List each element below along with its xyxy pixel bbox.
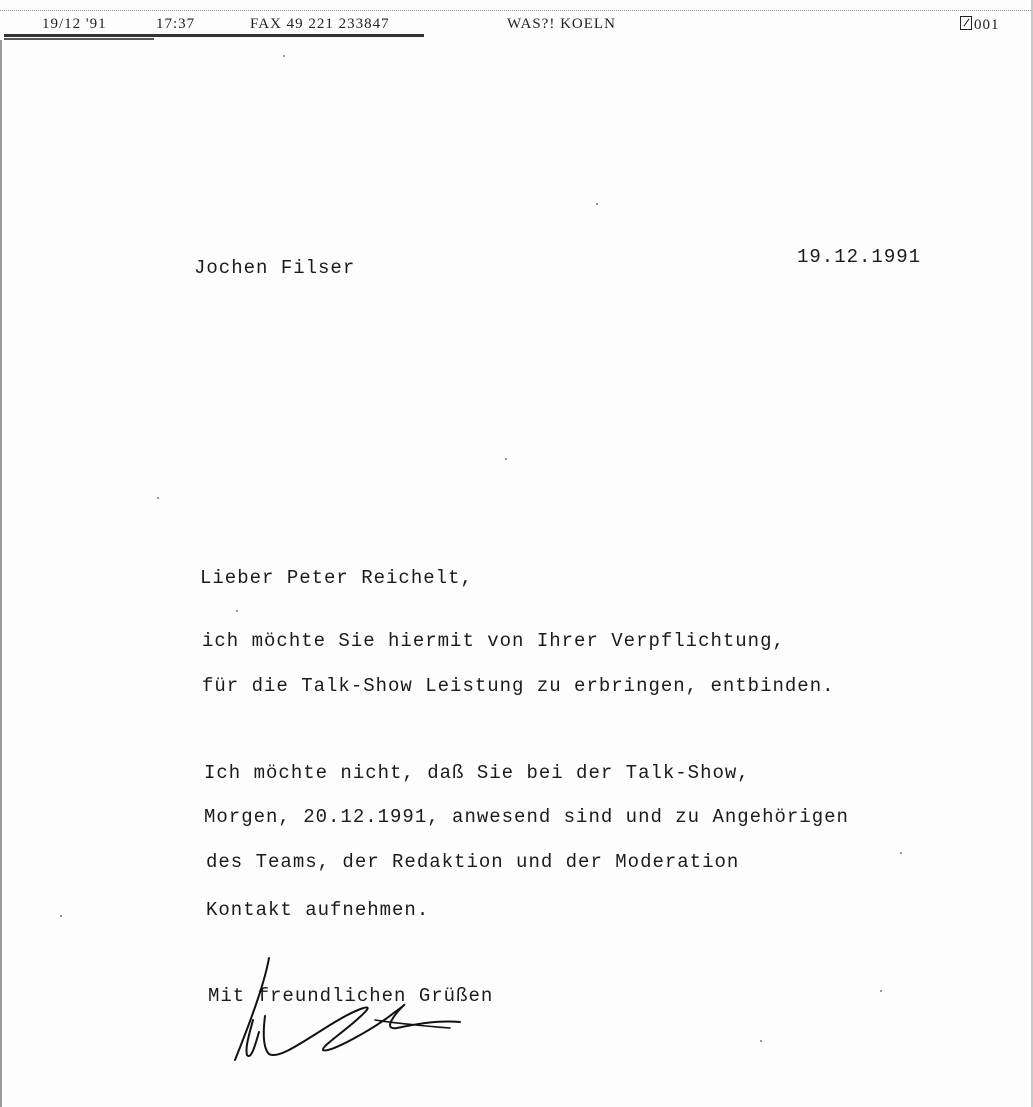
paragraph1-line: ich möchte Sie hiermit von Ihrer Verpflichtung,	[202, 630, 785, 652]
paragraph2-line: Kontakt aufnehmen.	[206, 899, 430, 921]
salutation: Lieber Peter Reichelt,	[200, 567, 473, 589]
fax-header-underline	[4, 34, 424, 37]
sender-name: Jochen Filser	[194, 257, 356, 279]
fax-header-underline-secondary	[4, 38, 154, 40]
scan-speck	[283, 55, 285, 57]
scan-speck	[236, 610, 238, 612]
fax-sender: WAS?! KOELN	[507, 16, 616, 32]
handwritten-signature	[225, 950, 465, 1070]
scan-speck	[60, 915, 62, 917]
scan-speck	[505, 458, 507, 460]
paragraph2-line: des Teams, der Redaktion und der Moderation	[206, 851, 740, 873]
scan-speck	[880, 990, 882, 992]
letter-date: 19.12.1991	[797, 246, 922, 268]
fax-date: 19/12 '91	[42, 16, 107, 32]
fax-page-icon	[960, 16, 972, 30]
fax-page-number: 001	[974, 17, 1000, 33]
scan-speck	[596, 203, 598, 205]
scan-speck	[760, 1040, 762, 1042]
fax-transmission-header	[0, 14, 1033, 42]
closing: Mit freundlichen Grüßen	[208, 985, 494, 1007]
paragraph2-line: Morgen, 20.12.1991, anwesend sind und zu Angehörigen	[204, 806, 849, 828]
page-left-edge	[0, 40, 2, 1107]
scan-speck	[900, 852, 902, 854]
paragraph1-line: für die Talk-Show Leistung zu erbringen, entbinden.	[202, 675, 835, 697]
fax-time: 17:37	[156, 16, 196, 32]
fax-number: FAX 49 221 233847	[250, 16, 390, 32]
fax-top-border	[0, 10, 1033, 11]
fax-page-counter	[960, 16, 1000, 34]
paragraph2-line: Ich möchte nicht, daß Sie bei der Talk-Show,	[204, 762, 750, 784]
scan-speck	[157, 497, 159, 499]
